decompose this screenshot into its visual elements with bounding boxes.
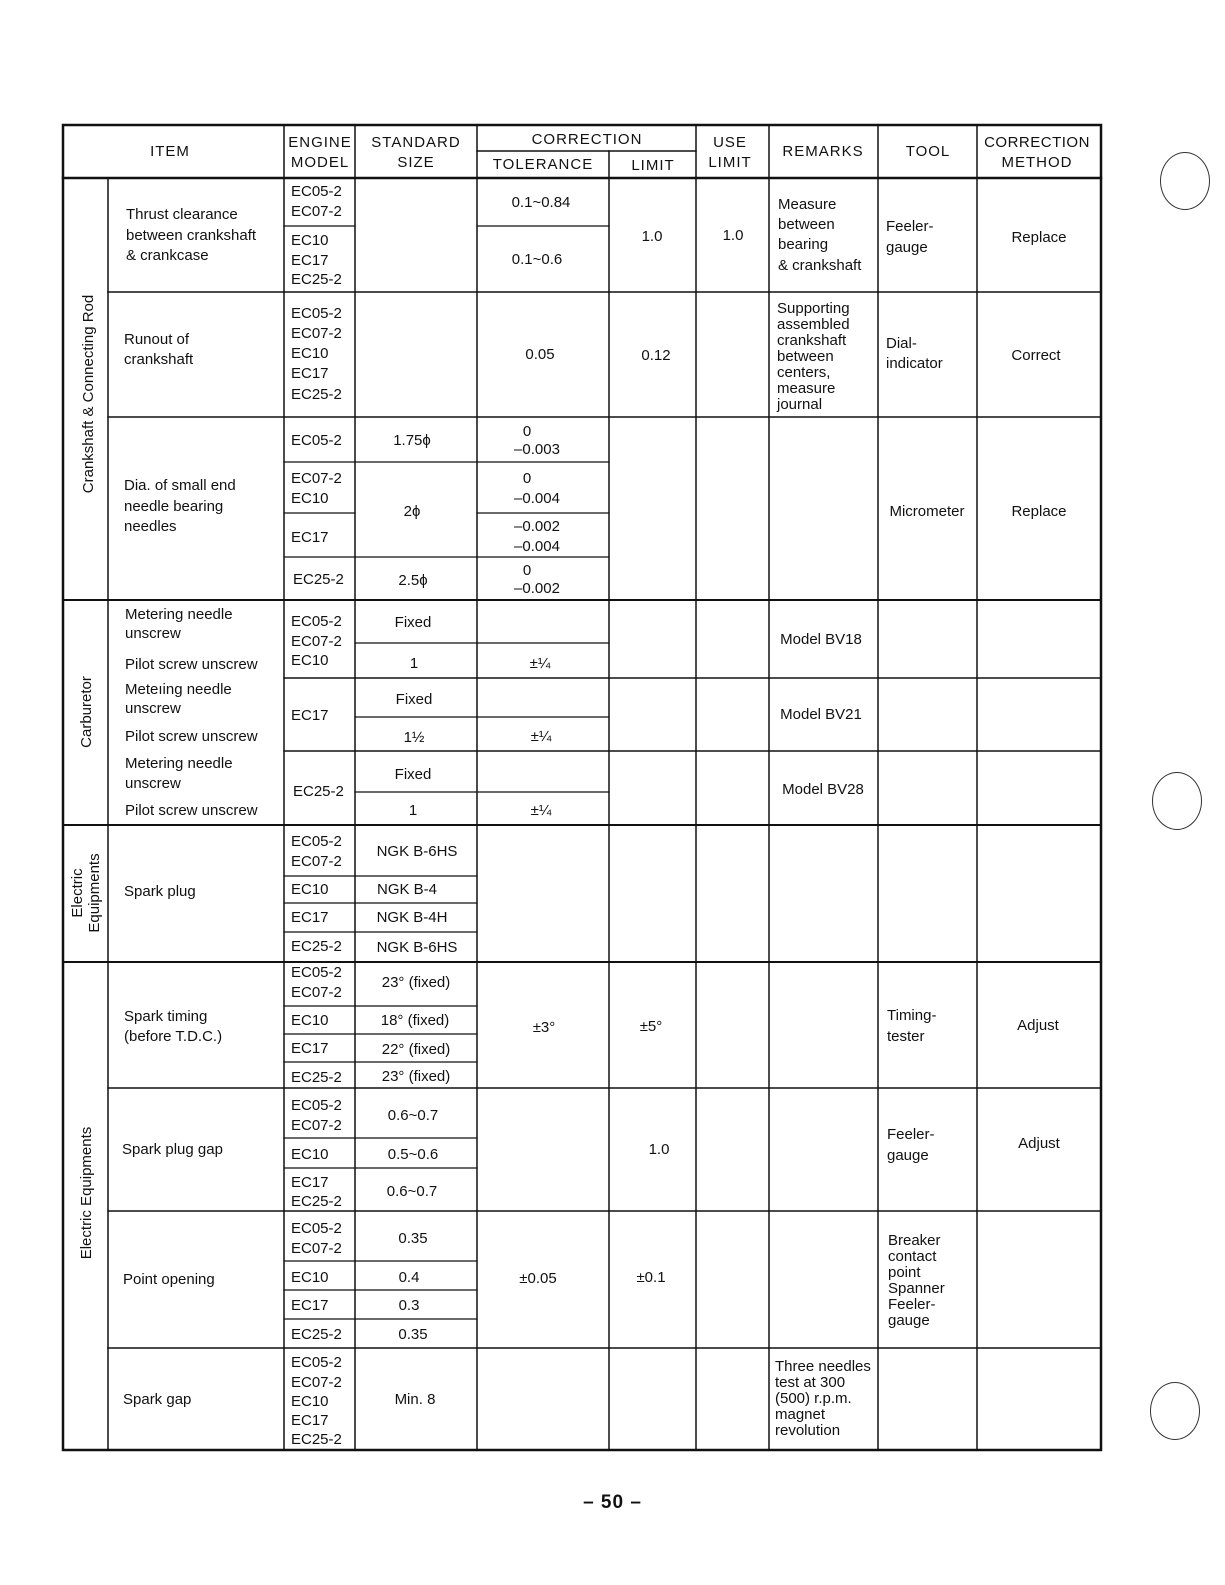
point-limit: ±0.1 xyxy=(636,1269,666,1286)
runout-remarks-5: centers, xyxy=(777,364,831,381)
carb3-remarks: Model BV28 xyxy=(782,781,864,798)
carb2-pilot: Pilot screw unscrew xyxy=(125,728,258,745)
point-r3-size: 0.3 xyxy=(398,1297,420,1314)
punch-hole xyxy=(1150,1382,1200,1440)
thrust-remarks-2: between xyxy=(778,216,835,233)
timing-r2-size: 18° (fixed) xyxy=(380,1012,450,1029)
runout-remarks-1: Supporting xyxy=(777,300,850,317)
needles-r3-tol-2: –0.004 xyxy=(514,538,560,555)
thrust-remarks-1: Measure xyxy=(778,196,837,213)
needles-r4-size: 2.5ϕ xyxy=(398,572,428,589)
header-model: MODEL xyxy=(290,154,350,171)
thrust-limit: 1.0 xyxy=(641,228,663,245)
plug-r2-model: EC10 xyxy=(291,881,329,898)
sparkgap-item: Spark gap xyxy=(123,1391,192,1408)
page-number: – 50 – xyxy=(583,1492,642,1513)
timing-r3-model: EC17 xyxy=(291,1040,329,1057)
carb2-remarks: Model BV21 xyxy=(780,706,862,723)
needles-size-23: 2ϕ xyxy=(403,503,421,520)
timing-tool-1: Timing- xyxy=(887,1007,937,1024)
group-carburetor: Carburetor xyxy=(78,676,95,748)
carb2-fixed: Fixed xyxy=(395,691,433,708)
gap-tool-1: Feeler- xyxy=(887,1126,935,1143)
header-item: ITEM xyxy=(150,143,190,160)
header-tool: TOOL xyxy=(905,143,951,160)
carb2-model: EC17 xyxy=(291,707,329,724)
thrust-tool-1: Feeler- xyxy=(886,218,934,235)
point-tool-3: point xyxy=(888,1264,921,1281)
point-r4-size: 0.35 xyxy=(398,1326,428,1343)
gap-r2-size: 0.5~0.6 xyxy=(387,1146,439,1163)
runout-model-1: EC05-2 xyxy=(291,305,342,322)
runout-remarks-6: measure xyxy=(777,380,836,397)
runout-remarks-7: journal xyxy=(777,396,823,413)
needles-r1-model: EC05-2 xyxy=(291,432,342,449)
needles-r3-model: EC17 xyxy=(291,529,329,546)
timing-item-1: Spark timing xyxy=(124,1008,208,1025)
point-r1-model-1: EC05-2 xyxy=(291,1220,342,1237)
thrust-remarks-4: & crankshaft xyxy=(778,257,862,274)
runout-tool-2: indicator xyxy=(886,355,943,372)
sparkgap-model-4: EC17 xyxy=(291,1412,329,1429)
sparkgap-model-1: EC05-2 xyxy=(291,1354,342,1371)
gap-r2-model: EC10 xyxy=(291,1146,329,1163)
group-electric-1a: Electric xyxy=(69,868,86,918)
header-limit: LIMIT xyxy=(631,157,675,174)
sparkgap-remarks-2: test at 300 xyxy=(775,1374,846,1391)
carb1-pilot: Pilot screw unscrew xyxy=(125,656,258,673)
point-tool-1: Breaker xyxy=(888,1232,941,1249)
carb1-metering-2: unscrew xyxy=(125,625,181,642)
plug-r4-size: NGK B-6HS xyxy=(376,939,458,956)
sparkgap-model-3: EC10 xyxy=(291,1393,329,1410)
carb2-metering-1: Meteıing needle xyxy=(125,681,232,698)
thrust-remarks-3: bearing xyxy=(778,236,829,253)
timing-tolerance: ±3° xyxy=(532,1019,556,1036)
point-r1-model-2: EC07-2 xyxy=(291,1240,342,1257)
thrust-tolerance-a: 0.1~0.84 xyxy=(511,194,571,211)
needles-r2-tol-1: 0 xyxy=(522,470,532,487)
thrust-item-1: Thrust clearance xyxy=(126,206,238,223)
punch-hole xyxy=(1152,772,1202,830)
runout-remarks-3: crankshaft xyxy=(777,332,847,349)
gap-r1-size: 0.6~0.7 xyxy=(387,1107,439,1124)
carb3-fixed: Fixed xyxy=(394,766,432,783)
timing-r1-size: 23° (fixed) xyxy=(381,974,451,991)
header-size: SIZE xyxy=(397,154,435,171)
plug-r2-size: NGK B-4 xyxy=(376,881,438,898)
runout-remarks-4: between xyxy=(777,348,834,365)
header-use-limit: LIMIT xyxy=(708,154,752,171)
sparkgap-remarks-4: magnet xyxy=(775,1406,826,1423)
sparkgap-model-5: EC25-2 xyxy=(291,1431,342,1448)
timing-r1-model-2: EC07-2 xyxy=(291,984,342,1001)
plug-r1-model-2: EC07-2 xyxy=(291,853,342,870)
needles-tool: Micrometer xyxy=(889,503,965,520)
group-electric-1b: Equipments xyxy=(86,853,103,933)
carb1-remarks: Model BV18 xyxy=(780,631,862,648)
thrust-use-limit: 1.0 xyxy=(722,227,744,244)
thrust-model-b3: EC25-2 xyxy=(291,271,342,288)
timing-item-2: (before T.D.C.) xyxy=(124,1028,223,1045)
timing-r4-model: EC25-2 xyxy=(291,1069,342,1086)
punch-hole xyxy=(1160,152,1210,210)
sparkgap-remarks-1: Three needles xyxy=(775,1358,871,1375)
needles-r1-size: 1.75ϕ xyxy=(393,432,431,449)
carb1-pilot-tol: ±¼ xyxy=(529,655,551,672)
header-tolerance: TOLERANCE xyxy=(492,156,594,173)
carb2-metering-2: unscrew xyxy=(125,700,181,717)
runout-item-2: crankshaft xyxy=(124,351,194,368)
carb3-metering-1: Metering needle xyxy=(125,755,233,772)
point-tool-5: Feeler- xyxy=(888,1296,936,1313)
carb2-pilot-tol: ±¼ xyxy=(530,728,552,745)
gap-tool-2: gauge xyxy=(887,1147,929,1164)
needles-r4-tol-2: –0.002 xyxy=(514,580,560,597)
thrust-model-a1: EC05-2 xyxy=(291,183,342,200)
point-tool-2: contact xyxy=(888,1248,937,1265)
point-tool-6: gauge xyxy=(888,1312,930,1329)
carb2-pilot-size: 1½ xyxy=(403,729,425,746)
group-crankshaft: Crankshaft & Connecting Rod xyxy=(80,294,97,494)
point-r1-size: 0.35 xyxy=(398,1230,428,1247)
thrust-model-b2: EC17 xyxy=(291,252,329,269)
needles-item-3: needles xyxy=(124,518,177,535)
plug-r3-model: EC17 xyxy=(291,909,329,926)
carb1-model-2: EC07-2 xyxy=(291,633,342,650)
timing-r1-model-1: EC05-2 xyxy=(291,964,342,981)
runout-model-2: EC07-2 xyxy=(291,325,342,342)
carb3-pilot: Pilot screw unscrew xyxy=(125,802,258,819)
needles-r2-tol-2: –0.004 xyxy=(514,490,560,507)
runout-method: Correct xyxy=(1011,347,1061,364)
runout-item-1: Runout of xyxy=(124,331,190,348)
needles-r3-tol-1: –0.002 xyxy=(514,518,560,535)
runout-model-5: EC25-2 xyxy=(291,386,342,403)
gap-r3-size: 0.6~0.7 xyxy=(386,1183,438,1200)
thrust-item-3: & crankcase xyxy=(126,247,209,264)
runout-tool-1: Dial- xyxy=(886,335,917,352)
runout-model-3: EC10 xyxy=(291,345,329,362)
runout-remarks-2: assembled xyxy=(777,316,850,333)
plug-r1-size: NGK B-6HS xyxy=(376,843,458,860)
group-electric-2: Electric Equipments xyxy=(78,1126,95,1260)
thrust-item-2: between crankshaft xyxy=(126,227,257,244)
thrust-tolerance-b: 0.1~0.6 xyxy=(511,251,563,268)
gap-r1-model-2: EC07-2 xyxy=(291,1117,342,1134)
plug-r1-model-1: EC05-2 xyxy=(291,833,342,850)
carb3-pilot-tol: ±¼ xyxy=(530,802,552,819)
point-item: Point opening xyxy=(123,1271,215,1288)
gap-limit: 1.0 xyxy=(648,1141,670,1158)
needles-item-1: Dia. of small end xyxy=(124,477,236,494)
point-r3-model: EC17 xyxy=(291,1297,329,1314)
header-engine: ENGINE xyxy=(288,134,352,151)
carb1-model-3: EC10 xyxy=(291,652,329,669)
carb1-pilot-size: 1 xyxy=(409,655,419,672)
carb3-metering-2: unscrew xyxy=(125,775,181,792)
timing-r4-size: 23° (fixed) xyxy=(381,1068,451,1085)
carb1-fixed: Fixed xyxy=(394,614,432,631)
needles-r2-model-2: EC10 xyxy=(291,490,329,507)
point-tolerance: ±0.05 xyxy=(519,1270,557,1287)
sparkgap-remarks-3: (500) r.p.m. xyxy=(775,1390,852,1407)
gap-r3-model-1: EC17 xyxy=(291,1174,329,1191)
needles-r4-model: EC25-2 xyxy=(293,571,344,588)
point-tool-4: Spanner xyxy=(888,1280,945,1297)
header-use: USE xyxy=(713,134,747,151)
header-correction: CORRECTION xyxy=(531,131,643,148)
plug-r4-model: EC25-2 xyxy=(291,938,342,955)
needles-r1-tol-1: 0 xyxy=(522,423,532,440)
thrust-tool-2: gauge xyxy=(886,239,928,256)
runout-limit: 0.12 xyxy=(641,347,671,364)
point-r4-model: EC25-2 xyxy=(291,1326,342,1343)
needles-r2-model-1: EC07-2 xyxy=(291,470,342,487)
point-r2-model: EC10 xyxy=(291,1269,329,1286)
thrust-model-a2: EC07-2 xyxy=(291,203,342,220)
thrust-method: Replace xyxy=(1011,229,1067,246)
carb1-model-1: EC05-2 xyxy=(291,613,342,630)
carb1-metering-1: Metering needle xyxy=(125,606,233,623)
timing-r2-model: EC10 xyxy=(291,1012,329,1029)
header-standard: STANDARD xyxy=(371,134,461,151)
needles-item-2: needle bearing xyxy=(124,498,224,515)
carb3-pilot-size: 1 xyxy=(408,802,418,819)
plug-item: Spark plug xyxy=(124,883,196,900)
plug-r3-size: NGK B-4H xyxy=(376,909,448,926)
gap-r3-model-2: EC25-2 xyxy=(291,1193,342,1210)
sparkgap-remarks-5: revolution xyxy=(775,1422,841,1439)
needles-r4-tol-1: 0 xyxy=(522,562,532,579)
gap-method: Adjust xyxy=(1018,1135,1060,1152)
header-correction-method: CORRECTION xyxy=(984,134,1090,151)
needles-r1-tol-2: –0.003 xyxy=(514,441,560,458)
timing-method: Adjust xyxy=(1017,1017,1059,1034)
carb3-model: EC25-2 xyxy=(293,783,344,800)
timing-r3-size: 22° (fixed) xyxy=(381,1041,451,1058)
point-r2-size: 0.4 xyxy=(398,1269,420,1286)
needles-method: Replace xyxy=(1011,503,1067,520)
timing-tool-2: tester xyxy=(887,1028,925,1045)
gap-item: Spark plug gap xyxy=(122,1141,223,1158)
thrust-model-b1: EC10 xyxy=(291,232,329,249)
gap-r1-model-1: EC05-2 xyxy=(291,1097,342,1114)
timing-limit: ±5° xyxy=(639,1018,663,1035)
header-remarks: REMARKS xyxy=(782,143,864,160)
header-method: METHOD xyxy=(1001,154,1073,171)
runout-model-4: EC17 xyxy=(291,365,329,382)
runout-tolerance: 0.05 xyxy=(525,346,555,363)
sparkgap-size: Min. 8 xyxy=(394,1391,436,1408)
sparkgap-model-2: EC07-2 xyxy=(291,1374,342,1391)
